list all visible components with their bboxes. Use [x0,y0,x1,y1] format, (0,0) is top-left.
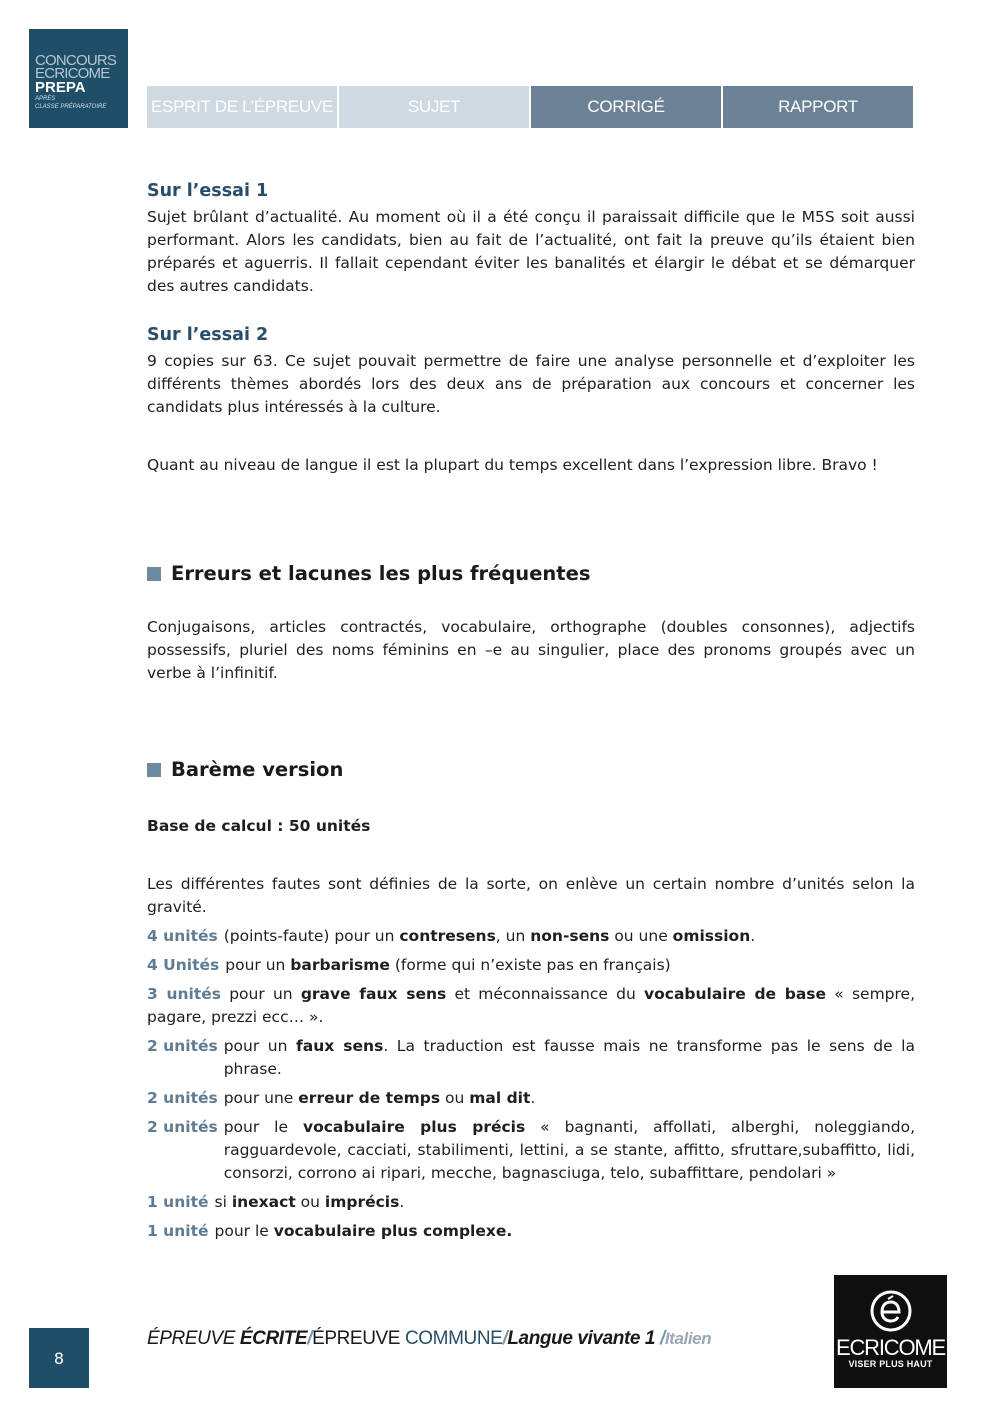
brand-name: ECRICOME [836,1335,945,1360]
rule-label: 3 unités [147,985,221,1003]
tab-corrige[interactable]: CORRIGÉ [531,86,721,128]
concours-logo [29,29,128,128]
ecricome-brand-logo [834,1275,947,1388]
rule-label: 2 unités [147,1118,218,1136]
rule-text: pour le vocabulaire plus précis « bagnanti, affollati, alberghi, noleggiando, ragguardevole, cacciati, stabilimenti, lettini, a se stante, affitto, sfruttare,subaffitto, lidi, consorzi, corrono ai ripari, mecche, bagnasciuga, telo, subaffittare, pendolari » [223,1118,916,1182]
bareme-base: Base de calcul : 50 unités [147,817,371,835]
logo-line-1: CONCOURS [35,52,117,69]
erreurs-title: Erreurs et lacunes les plus fréquentes [171,562,591,585]
rule-text: pour une erreur de temps ou mal dit. [223,1089,536,1107]
rule-row [147,925,915,948]
logo-line-4: APRÈS [35,96,56,102]
rule-row [147,983,915,1029]
square-bullet-icon [147,763,161,777]
essai1-title: Sur l’essai 1 [147,181,269,201]
rule-text: pour le vocabulaire plus complexe. [214,1222,513,1240]
section-tabs [147,86,915,128]
square-bullet-icon [147,567,161,581]
rule-label: 2 unités [147,1037,218,1055]
rule-label: 4 unités [147,927,218,945]
page-number: 8 [29,1328,89,1388]
rule-text: si inexact ou imprécis. [214,1193,405,1211]
logo-line-3: PREPA [35,79,86,96]
erreurs-text: Conjugaisons, articles contractés, vocabulaire, orthographe (doubles consonnes), adjectifs possessifs, pluriel des noms féminins en –e au singulier, place des pronoms groupés avec un verbe à l’infinitif. [147,618,915,682]
erreurs-heading [147,561,915,587]
bareme-heading [147,757,915,783]
rule-label: 1 unité [147,1222,209,1240]
essai2-title: Sur l’essai 2 [147,325,269,345]
rule-text: pour un barbarisme (forme qui n’existe pas en français) [225,956,671,974]
rule-label: 1 unité [147,1193,209,1211]
footer-breadcrumb: ÉPREUVE ÉCRITE/ÉPREUVE COMMUNE/Langue vivante 1 /Italien [147,1328,712,1349]
rule-text: pour un faux sens. La traduction est fausse mais ne transforme pas le sens de la phrase. [223,1037,915,1078]
ecricome-e-icon [869,1289,913,1333]
page-content [147,178,915,1243]
rule-text: (points-faute) pour un contresens, un non-sens ou une omission. [223,927,756,945]
tab-esprit[interactable]: ESPRIT DE L’ÉPREUVE [147,86,337,128]
logo-line-2: ECRICOME [35,65,110,82]
tab-sujet[interactable]: SUJET [339,86,529,128]
rule-label: 4 Unités [147,956,220,974]
brand-tagline: VISER PLUS HAUT [848,1359,933,1369]
rule-row [147,954,915,977]
rule-row [147,1035,915,1081]
essai1-text: Sujet brûlant d’actualité. Au moment où il a été conçu il paraissait difficile que le M5S soit aussi performant. Alors les candidats, bien au fait de l’actualité, ont fait la preuve qu’ils étaient bien préparés et aguerris. Il fallait cependant éviter les banalités et élargir le débat et se démarquer des autres candidats. [147,208,915,295]
rule-row [147,1116,915,1185]
essai2-text: 9 copies sur 63. Ce sujet pouvait permettre de faire une analyse personnelle et d’exploiter les différents thèmes abordés lors des deux ans de préparation aux concours et concerner les candidats plus intéressés à la culture. [147,352,915,416]
bareme-title: Barème version [171,758,344,781]
rule-row [147,1191,915,1214]
rule-row [147,1220,915,1243]
bareme-intro: Les différentes fautes sont définies de la sorte, on enlève un certain nombre d’unités selon la gravité. [147,875,915,916]
rule-row [147,1087,915,1110]
niveau-text: Quant au niveau de langue il est la plupart du temps excellent dans l’expression libre. Bravo ! [147,456,878,474]
logo-line-5: CLASSE PRÉPARATOIRE [35,104,107,110]
tab-rapport[interactable]: RAPPORT [723,86,913,128]
rule-label: 2 unités [147,1089,218,1107]
rule-text: 3 unités pour un grave faux sens et méconnaissance du vocabulaire de base « sempre, pagare, prezzi ecc… ». [147,985,915,1026]
